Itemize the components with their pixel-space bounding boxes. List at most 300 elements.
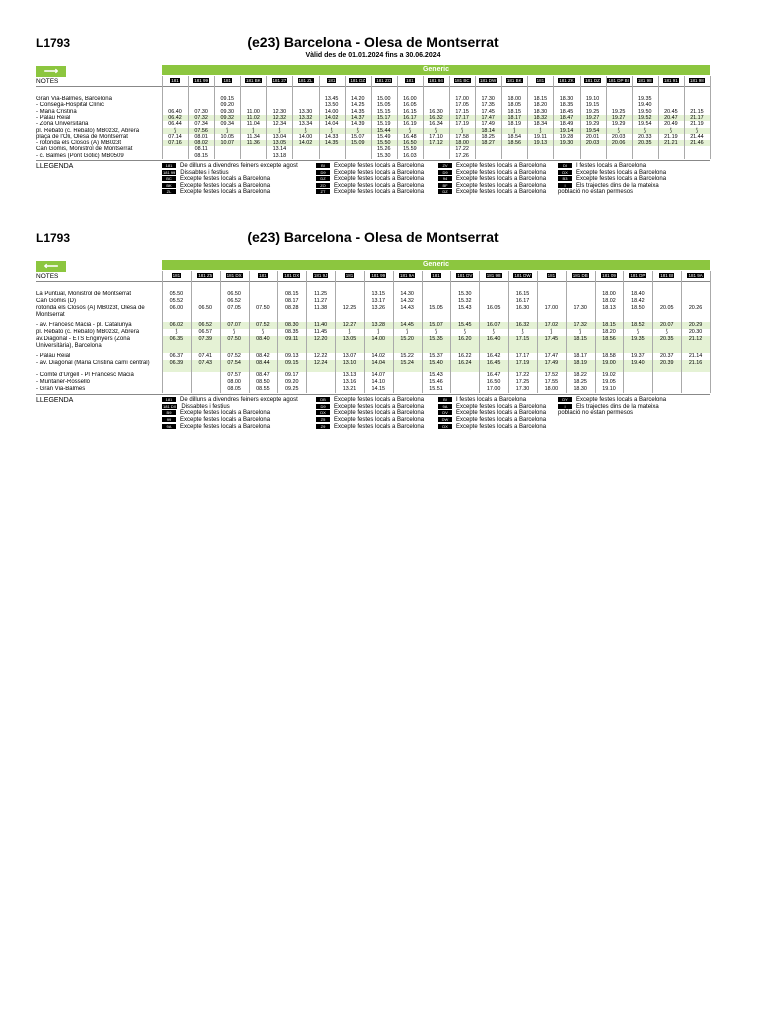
departure-time: 07.07 (227, 321, 241, 328)
departure-time: 08.02 (194, 140, 208, 147)
legend-text: Excepte festes locals a Barcelona (576, 176, 667, 183)
departure-time: 20.26 (688, 305, 703, 312)
departure-time: 13.34 (298, 121, 313, 128)
departure-time: 09.13 (285, 352, 299, 359)
departure-time: 16.15 (515, 291, 530, 297)
departure-time: 13.10 (342, 360, 357, 367)
legend-code: DZ (438, 189, 452, 194)
departure-time: 07.50 (227, 336, 241, 343)
column-rule (162, 271, 163, 393)
departure-time: 15.51 (429, 386, 443, 393)
departure-time: 11.38 (314, 305, 328, 312)
departure-time: 17.45 (544, 336, 559, 343)
column-rule (422, 271, 423, 393)
service-code (240, 76, 266, 85)
column-rule (292, 76, 293, 159)
column-rule (566, 271, 567, 393)
column-rule (623, 271, 624, 393)
departure-time: 19.00 (602, 360, 616, 367)
departure-time: 07.39 (198, 336, 212, 343)
departure-time: 13.05 (272, 140, 287, 147)
column-rule (449, 76, 450, 159)
legend-text: Excepte festes locals a Barcelona (576, 397, 667, 404)
departure-time: ⟆ (261, 329, 264, 336)
departure-time: 18.56 (507, 140, 522, 147)
departure-time: ⟆ (377, 329, 380, 336)
header-rule (36, 281, 710, 282)
service-code (422, 271, 451, 280)
departure-time: 15.22 (400, 352, 414, 359)
departure-time: 07.57 (227, 371, 241, 378)
departure-time: 11.25 (314, 291, 328, 297)
service-code (423, 76, 449, 85)
legend-code: 94 (438, 176, 452, 181)
departure-time: 20.33 (638, 133, 652, 140)
legend-code: DY (558, 397, 572, 402)
legend-text: Dissabtes i festius (181, 403, 230, 410)
departure-time: 14.02 (298, 140, 313, 147)
legend-text: Excepte festes locals a Barcelona (334, 423, 425, 430)
departure-time: 18.54 (507, 133, 522, 140)
departure-time: 16.05 (486, 305, 501, 312)
legend-code: DW (438, 417, 452, 422)
legend-text: Excepte festes locals a Barcelona (334, 189, 425, 196)
legend-entry (438, 163, 546, 169)
departure-time: ⟆ (434, 127, 438, 134)
departure-time: 11.34 (246, 133, 260, 140)
departure-time: 17.10 (429, 133, 443, 140)
legend-entry (316, 424, 424, 430)
column-rule (277, 271, 278, 393)
service-code (162, 76, 188, 85)
service-code (393, 271, 422, 280)
departure-time: 13.15 (371, 291, 386, 297)
departure-time: 16.40 (486, 336, 501, 343)
departure-time: 18.34 (533, 121, 548, 128)
departure-time: 20.07 (659, 321, 674, 328)
departure-time: ⟆ (226, 127, 229, 134)
service-code (319, 76, 345, 85)
legend-entry (162, 176, 270, 182)
departure-time: 15.30 (377, 152, 391, 159)
service-code (335, 271, 364, 280)
departure-time: 13.45 (324, 96, 339, 102)
service-code-label: 181 ZL (298, 78, 313, 83)
departure-time: 21.21 (664, 140, 678, 147)
departure-time: 16.45 (486, 360, 501, 367)
column-rule (595, 271, 596, 393)
departure-time: 15.43 (429, 371, 443, 378)
departure-time: 20.01 (585, 133, 600, 140)
departure-time: 15.26 (377, 146, 391, 153)
departure-time: 13.50 (324, 102, 339, 109)
departure-time: 16.50 (486, 378, 501, 385)
service-code (397, 76, 423, 85)
departure-time: ⟆ (304, 127, 307, 134)
service-code-label: 181 (345, 273, 354, 278)
departure-time: 11.36 (246, 140, 260, 147)
column-rule (553, 76, 554, 159)
column-rule (364, 271, 365, 393)
departure-time: 16.07 (486, 321, 501, 328)
departure-time: 21.16 (688, 360, 703, 367)
legend-text: Excepte festes locals a Barcelona (334, 169, 425, 176)
stop-name: Can Gomis (D) (36, 298, 77, 305)
service-code-label: 181 DX (226, 273, 242, 278)
legend-entry (162, 397, 298, 403)
departure-time: 16.15 (403, 108, 417, 115)
departure-time: 19.25 (611, 108, 626, 115)
column-rule (652, 271, 653, 393)
departure-time: 16.19 (403, 121, 417, 128)
legend-code: ZL (162, 189, 176, 194)
route-code: L1793 (36, 36, 71, 50)
service-code (623, 271, 652, 280)
departure-time: 10.05 (220, 133, 234, 140)
departure-time: 20.03 (585, 140, 600, 147)
service-code (595, 271, 624, 280)
departure-time: 06.52 (198, 321, 212, 328)
service-code-label: 181 (432, 273, 440, 278)
departure-time: 12.30 (272, 108, 287, 115)
departure-time: 19.29 (585, 121, 600, 128)
column-rule (220, 271, 221, 393)
service-code-label: 181 (171, 78, 179, 83)
departure-time: 13.26 (371, 305, 386, 312)
departure-time: 21.19 (690, 121, 704, 128)
departure-time: ⟆ (233, 329, 236, 336)
departure-time: 06.57 (198, 329, 212, 336)
departure-time: 15.07 (350, 133, 365, 140)
departure-time: 19.29 (611, 121, 626, 128)
stop-name: - Palau Reial (36, 114, 71, 121)
legend-entry (316, 417, 424, 423)
departure-time: 18.19 (573, 360, 587, 367)
departure-time: 15.07 (429, 321, 443, 328)
departure-time: 08.44 (256, 360, 270, 367)
service-code (249, 271, 278, 280)
departure-time: 18.56 (602, 336, 616, 343)
stop-name: - Maria Cristina (36, 108, 77, 115)
legend-entry (558, 176, 666, 182)
departure-time: 15.40 (429, 360, 443, 367)
column-rule (681, 271, 682, 393)
departure-time: 16.30 (515, 305, 530, 312)
stop-name: - Gran Via-Balmes (36, 386, 86, 393)
legend-code: DX (558, 170, 572, 175)
timetable-section (36, 229, 710, 430)
service-code-label: 181 DZ (585, 78, 600, 83)
departure-time: 06.02 (169, 321, 184, 328)
departure-time: 19.28 (559, 133, 574, 140)
departure-time: 11.04 (246, 121, 260, 128)
departure-time: 21.12 (688, 336, 703, 343)
departure-time: 11.00 (246, 108, 260, 115)
legend-entry (438, 183, 546, 189)
departure-time: 17.30 (515, 386, 530, 393)
service-code (162, 271, 191, 280)
legend-code: 181 (162, 163, 176, 168)
column-rule (319, 76, 320, 159)
legend-code: 181 99 (163, 169, 176, 175)
departure-time: 14.45 (400, 321, 414, 328)
legend-code: I (558, 404, 572, 409)
departure-time: 17.47 (481, 114, 495, 121)
departure-time: 17.15 (455, 108, 469, 115)
departure-time: 09.32 (220, 114, 234, 121)
departure-time: ⟆ (513, 127, 516, 134)
departure-time: ⟆ (463, 329, 466, 336)
legend-text: Excepte festes locals a Barcelona (456, 403, 547, 410)
legend-text: Excepte festes locals a Barcelona (334, 163, 425, 170)
departure-time: 20.37 (659, 352, 674, 359)
departure-time: 18.45 (559, 108, 574, 115)
departure-time: 18.15 (602, 321, 616, 328)
departure-time: 08.05 (227, 386, 241, 393)
departure-time: 17.19 (515, 360, 530, 367)
departure-time: 16.47 (486, 371, 501, 378)
departure-time: 12.22 (313, 352, 328, 359)
notes-label: NOTES (36, 78, 59, 85)
departure-time: 06.00 (169, 305, 184, 312)
departure-time: 15.37 (429, 352, 443, 359)
departure-time: 12.20 (313, 336, 328, 343)
departure-time: 17.47 (544, 352, 559, 359)
departure-time: 16.03 (403, 152, 417, 159)
departure-time: 13.30 (298, 108, 313, 115)
departure-time: 19.10 (585, 96, 600, 102)
departure-time: 15.00 (377, 96, 391, 102)
departure-time: 19.54 (585, 127, 600, 134)
departure-time: 14.35 (350, 108, 365, 115)
departure-time: 21.46 (690, 140, 704, 147)
service-code (191, 271, 220, 280)
legend-code: ZO (316, 183, 330, 188)
stop-name: - c. Balmes (Pont Gòtic) MB0509 (36, 152, 124, 159)
departure-time: 18.22 (573, 371, 587, 378)
legend-text: I festes locals a Barcelona (576, 163, 647, 170)
column-rule (393, 271, 394, 393)
service-code-label: 181 DP (630, 273, 646, 278)
legend-text: Excepte festes locals a Barcelona (334, 182, 425, 189)
departure-time: 11.45 (314, 329, 328, 336)
departure-time: 08.00 (227, 378, 241, 385)
service-code (652, 271, 681, 280)
departure-time: 17.22 (455, 146, 469, 153)
column-rule (632, 76, 633, 159)
legend-text: Els trajectes dins de la mateixa població no estan permesos (558, 403, 659, 416)
departure-time: 13.21 (342, 386, 357, 393)
departure-time: 16.42 (486, 352, 501, 359)
departure-time: 13.28 (371, 321, 386, 328)
departure-time: 18.17 (573, 352, 587, 359)
departure-time: 18.25 (573, 378, 587, 385)
legend-code: 9A (162, 424, 176, 429)
departure-time: 13.07 (342, 352, 357, 359)
service-code (266, 76, 292, 85)
departure-time: 17.19 (455, 121, 469, 128)
departure-time: 07.52 (256, 321, 270, 328)
legend-text: De dilluns a divendres feiners excepte agost (180, 163, 298, 170)
departure-time: 16.05 (403, 102, 417, 109)
departure-time: 15.05 (377, 102, 391, 109)
column-rule (479, 271, 480, 393)
departure-time: 14.20 (350, 96, 365, 102)
departure-time: 15.44 (377, 127, 391, 134)
departure-time: 06.42 (168, 114, 182, 121)
legend-code: B3 (558, 176, 572, 181)
legend-text: Excepte festes locals a Barcelona (180, 423, 271, 430)
column-rule (684, 76, 685, 159)
departure-time: ⟆ (550, 329, 553, 336)
service-code-label: 181 91 (663, 78, 678, 83)
departure-time: 18.15 (533, 96, 548, 102)
stop-name: av.Diagonal - ETS Enginyers (Zona Universitària), Barcelona (36, 336, 130, 349)
departure-time: 14.00 (324, 108, 339, 115)
service-code-label: 181 9A (400, 273, 415, 278)
departure-time: 07.16 (168, 140, 182, 147)
service-code (658, 76, 684, 85)
service-code-label: 181 Z5 (198, 273, 213, 278)
legend-text: Excepte festes locals a Barcelona (180, 182, 271, 189)
legend-entry (162, 183, 270, 189)
legend-code: Z5 (316, 417, 330, 422)
departure-time: 09.15 (220, 96, 234, 102)
legend-text: Excepte festes locals a Barcelona (334, 403, 425, 410)
departure-time: ⟆ (636, 329, 639, 336)
departure-time: 19.05 (602, 378, 616, 385)
service-code (364, 271, 393, 280)
service-code-label: 181 DB (572, 273, 588, 278)
departure-time: 17.26 (455, 152, 469, 159)
legend-entry (558, 183, 678, 195)
departure-time: 15.15 (377, 108, 391, 115)
departure-time: 07.32 (194, 114, 208, 121)
departure-time: 13.32 (298, 114, 313, 121)
departure-time: 08.15 (285, 291, 299, 297)
departure-time: ⟆ (695, 127, 698, 134)
departure-time: ⟆ (278, 127, 281, 134)
departure-time: 18.02 (602, 298, 616, 305)
departure-time: 17.30 (481, 96, 495, 102)
departure-time: 13.17 (371, 298, 386, 305)
departure-time: 19.52 (638, 114, 652, 121)
column-rule (423, 76, 424, 159)
departure-time: ⟆ (461, 127, 464, 134)
column-rule (501, 76, 502, 159)
legend-entry (438, 410, 546, 416)
departure-time: ⟆ (406, 329, 409, 336)
departure-time: 07.52 (227, 352, 241, 359)
departure-time: 09.25 (285, 386, 299, 393)
departure-time: 18.35 (559, 102, 574, 109)
departure-time: 21.44 (690, 133, 704, 140)
departure-time: 19.35 (638, 96, 652, 102)
legend-code: D9 (316, 404, 330, 409)
service-code-label: 181 DW (480, 78, 497, 83)
service-code-label: 181 DP BI (608, 78, 629, 83)
departure-time: 19.40 (631, 360, 645, 367)
departure-time: 15.17 (377, 114, 391, 121)
legend-entry (162, 410, 270, 416)
legend-text: De dilluns a divendres feiners excepte agost (180, 397, 298, 404)
departure-time: 17.55 (544, 378, 559, 385)
departure-time: 08.11 (194, 146, 208, 153)
service-code (681, 271, 710, 280)
departure-time: 15.32 (458, 298, 472, 305)
departure-time: ⟆ (492, 329, 495, 336)
legend-title: LLEGENDA (36, 397, 74, 405)
service-code (501, 76, 527, 85)
departure-time: 14.25 (350, 102, 365, 109)
column-rule (345, 76, 346, 159)
departure-time: 15.19 (377, 121, 391, 128)
departure-time: 14.07 (371, 371, 386, 378)
departure-time: 20.35 (659, 336, 674, 343)
legend-entry (316, 176, 424, 182)
service-code-label: 181 (223, 78, 231, 83)
departure-time: 14.15 (371, 386, 386, 393)
column-rule (580, 76, 581, 159)
arrow-right-icon: ⟶ (36, 66, 66, 77)
service-code (580, 76, 606, 85)
departure-time: 07.54 (227, 360, 241, 367)
service-code-label: 181 (327, 78, 336, 83)
departure-time: 19.27 (611, 114, 626, 121)
departure-time: 07.34 (194, 121, 208, 128)
departure-time: 17.00 (455, 96, 469, 102)
departure-time: 07.56 (194, 127, 208, 134)
service-code (188, 76, 214, 85)
departure-time: 09.30 (220, 108, 234, 115)
service-code (537, 271, 566, 280)
legend-entry (438, 424, 546, 430)
service-code-label: 181 09 (602, 273, 616, 278)
departure-time: ⟆ (521, 329, 524, 336)
departure-time: 15.24 (400, 360, 414, 367)
service-code-label: 181 98 (486, 273, 501, 278)
legend-text: Excepte festes locals a Barcelona (334, 417, 425, 424)
departure-time: 06.40 (168, 108, 182, 115)
legend-text: Excepte festes locals a Barcelona (180, 176, 271, 183)
legend-code: DZ (316, 176, 330, 181)
departure-time: 20.05 (659, 305, 674, 312)
service-code-label: 181 94 (429, 78, 443, 83)
departure-time: 18.47 (559, 114, 574, 121)
departure-time: 08.35 (285, 329, 299, 336)
column-rule (527, 76, 528, 159)
legend-text: I festes locals a Barcelona (456, 397, 527, 404)
departure-time: 17.02 (544, 321, 559, 328)
departure-time: 15.35 (429, 336, 443, 343)
legend-text: Excepte festes locals a Barcelona (456, 169, 547, 176)
departure-time: 17.58 (455, 133, 469, 140)
departure-time: 07.14 (168, 133, 182, 140)
departure-time: 20.06 (611, 140, 626, 147)
column-rule (214, 76, 215, 159)
stop-name: - av. Diagonal (Maria Cristina camí central) (36, 360, 150, 367)
departure-time: 21.17 (690, 114, 704, 121)
departure-time: 06.37 (169, 352, 184, 359)
departure-time: ⟆ (539, 127, 542, 134)
legend-code: D9 (438, 170, 452, 175)
departure-time: 14.39 (350, 121, 365, 128)
departure-time: 19.14 (559, 127, 574, 134)
legend-text: Excepte festes locals a Barcelona (456, 189, 547, 196)
legend-text: Dissabtes i festius (180, 169, 229, 176)
legend-entry (316, 170, 424, 176)
legend-text: Els trajectes dins de la mateixa població no estan permesos (558, 182, 659, 195)
